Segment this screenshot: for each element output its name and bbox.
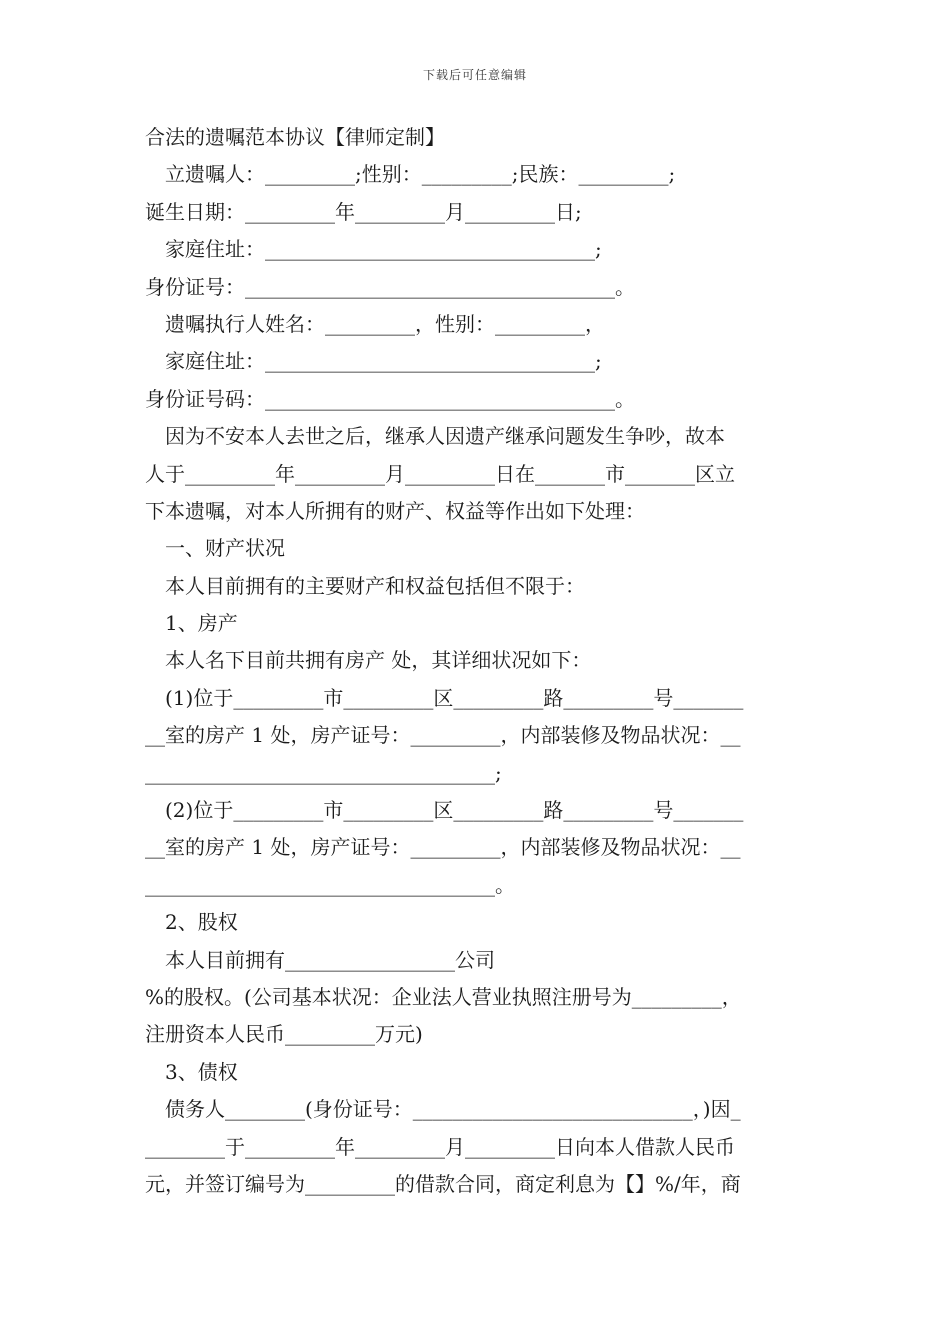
house-1-line-3: ___________________________________; <box>145 760 502 785</box>
testator-line: 立遗嘱人：_________;性别：_________;民族：_________; <box>165 162 676 187</box>
claims-line-2: ________于_________年_________月_________日向本人借款人民币 <box>145 1134 735 1159</box>
house-1-line-1: (1)位于_________市_________区_________路_________号_______ <box>165 685 744 710</box>
executor-line: 遗嘱执行人姓名：_________，性别：_________， <box>165 311 605 336</box>
executor-id-line: 身份证号码：___________________________________。 <box>145 386 635 411</box>
equity-line-1: 本人目前拥有_________________公司 <box>165 947 495 972</box>
id-number-line: 身份证号：_____________________________________。 <box>145 274 635 299</box>
house-2-line-1: (2)位于_________市_________区_________路_________号_______ <box>165 798 744 823</box>
preamble-line-1: 因为不安本人去世之后，继承人因遗产继承问题发生争吵，故本 <box>165 424 725 449</box>
preamble-line-3: 下本遗嘱，对本人所拥有的财产、权益等作出如下处理： <box>145 498 645 523</box>
preamble-line-2: 人于_________年_________月_________日在_______市_______区立 <box>145 461 735 486</box>
document-body <box>145 119 810 1203</box>
subheading-claims: 3、债权 <box>165 1059 238 1084</box>
document-title: 合法的遗嘱范本协议【律师定制】 <box>145 125 445 149</box>
equity-line-2: %的股权。(公司基本状况：企业法人营业执照注册号为_________， <box>145 984 742 1009</box>
house-1-line-2: __室的房产 1 处，房产证号：_________，内部装修及物品状况：__ <box>145 723 741 748</box>
property-intro: 本人目前拥有的主要财产和权益包括但不限于： <box>165 573 585 598</box>
claims-line-3: 元，并签订编号为_________的借款合同，商定利息为【】%/年，商 <box>145 1171 741 1196</box>
house-2-line-2: __室的房产 1 处，房产证号：_________，内部装修及物品状况：__ <box>145 835 741 860</box>
page-header-note: 下载后可任意编辑 <box>422 68 527 82</box>
subheading-equity: 2、股权 <box>165 910 238 935</box>
claims-line-1: 债务人________(身份证号：____________________________，)因_ <box>165 1097 741 1122</box>
subheading-real-estate: 1、房产 <box>165 611 238 636</box>
house-2-line-3: ___________________________________。 <box>145 872 515 897</box>
equity-line-3: 注册资本人民币_________万元) <box>145 1022 423 1047</box>
home-address-line: 家庭住址：_________________________________; <box>165 237 602 262</box>
birth-date-line: 诞生日期：_________年_________月_________日; <box>145 199 582 224</box>
real-estate-intro: 本人名下目前共拥有房产 处，其详细状况如下： <box>165 648 592 673</box>
section-heading-property: 一、财产状况 <box>165 536 285 561</box>
executor-address-line: 家庭住址：_________________________________; <box>165 349 602 374</box>
